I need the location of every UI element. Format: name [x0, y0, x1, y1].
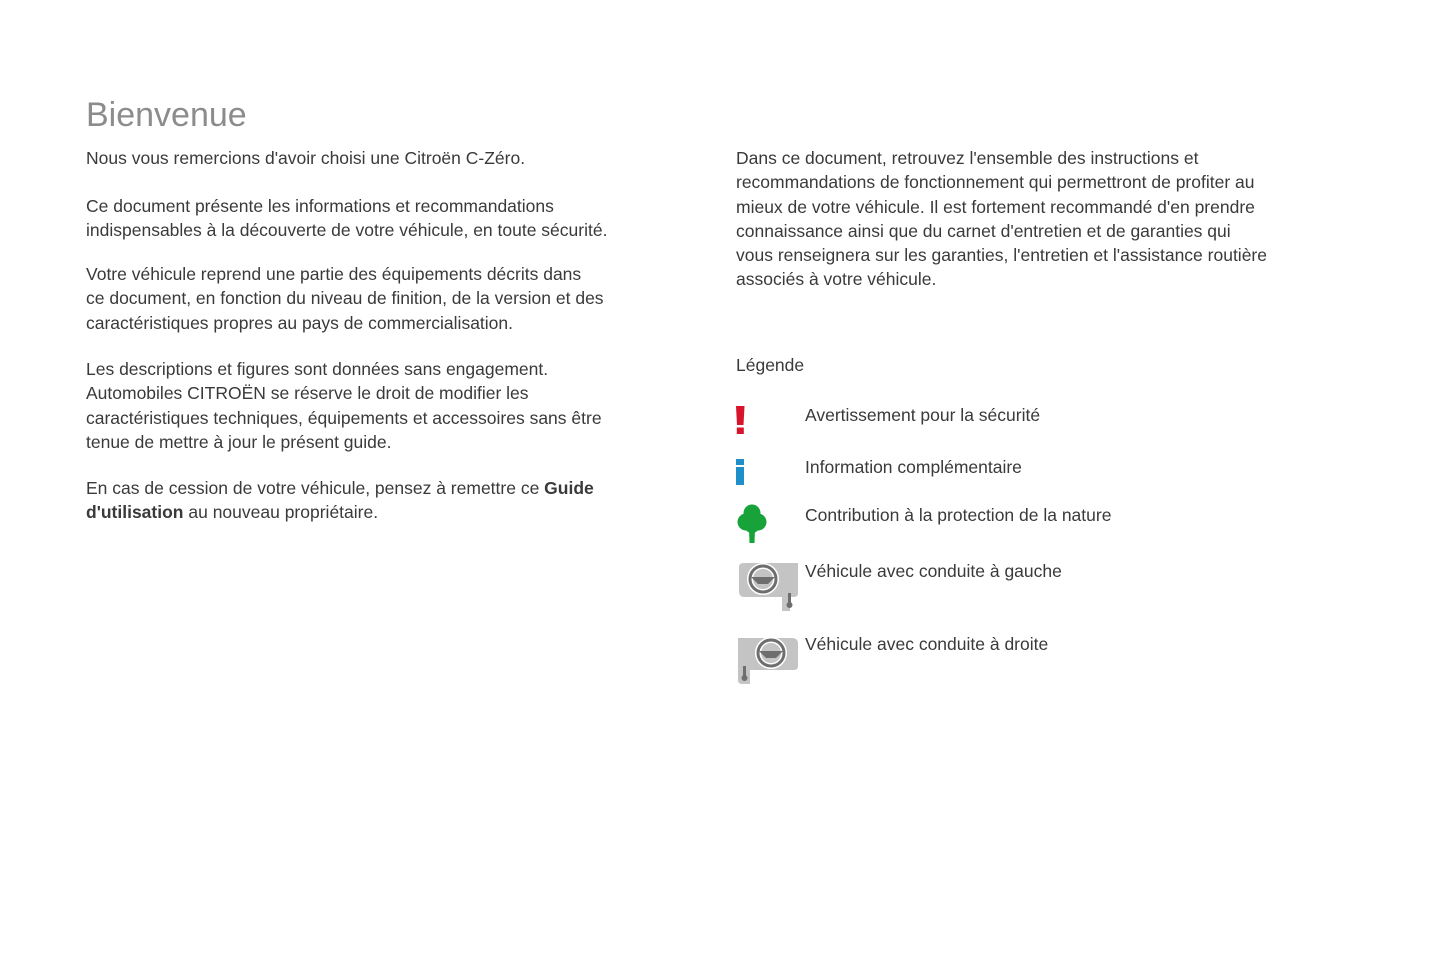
p5-text-end: au nouveau propriétaire. — [183, 502, 379, 523]
legend-label-left-drive: Véhicule avec conduite à gauche — [805, 561, 1062, 581]
legend-label-nature: Contribution à la protection de la nature — [805, 505, 1112, 525]
left-hand-drive-icon — [736, 559, 800, 615]
left-paragraph-1: Nous vous remercions d'avoir choisi une Citroën C-Zéro. — [86, 148, 526, 168]
tree-icon — [736, 503, 770, 547]
legend-item-left-drive — [736, 559, 1296, 629]
info-icon — [736, 455, 756, 489]
legend-label-warning: Avertissement pour la sécurité — [805, 405, 1041, 425]
legend-label-info: Information complémentaire — [805, 457, 1022, 477]
page-title: Bienvenue — [86, 96, 247, 134]
legend-item-right-drive — [736, 632, 1296, 702]
p5-text-start: En cas de cession de votre véhicule, pensez à remettre ce — [86, 478, 545, 498]
left-paragraph-5 — [86, 476, 666, 525]
legend-label-right-drive: Véhicule avec conduite à droite — [805, 634, 1049, 654]
legend-title: Légende — [736, 355, 805, 375]
right-hand-drive-icon — [736, 632, 800, 688]
left-paragraph-4: Les descriptions et figures sont données sans engagement. Automobiles CITROËN se réserve le droit de modifier les caractéristiques techniques, équipements et accessoires sans être tenue de mettre à jour le présent guide. — [86, 359, 602, 452]
left-paragraph-2: Ce document présente les informations et recommandations indispensables à la découverte de votre véhicule, en toute sécurité. — [86, 196, 608, 241]
warning-icon — [736, 403, 756, 437]
guide-title-bold: Guide d'utilisation — [86, 478, 594, 523]
left-paragraph-3: Votre véhicule reprend une partie des équipements décrits dans ce document, en fonction du niveau de finition, de la version et des caractéristiques propres au pays de commercialisation. — [86, 264, 604, 333]
right-paragraph-1: Dans ce document, retrouvez l'ensemble des instructions et recommandations de fonctionnement qui permettront de profiter au mieux de votre véhicule. Il est fortement recommandé d'en prendre connaissance ainsi que du carnet d'entretien et de garanties qui vous renseignera sur les garanties, l'entretien et l'assistance routière associés à votre véhicule. — [736, 148, 1267, 290]
